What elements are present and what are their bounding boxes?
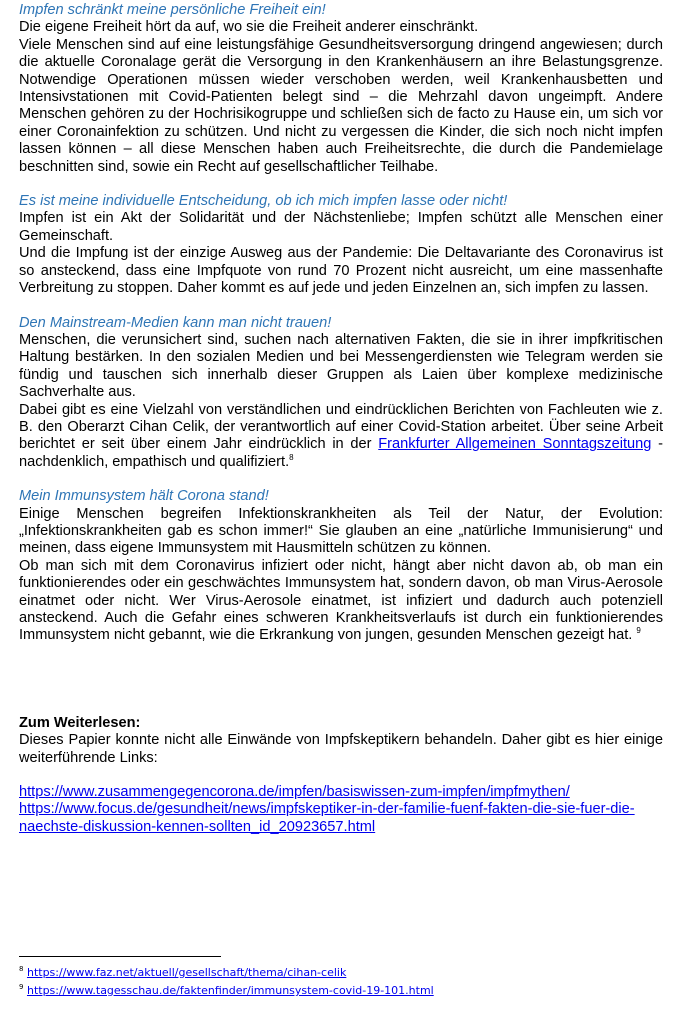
paragraph-text: Ob man sich mit dem Coronavirus infiziert oder nicht, hängt aber nicht davon ab, ob man ein funktionierendes oder ein geschwächtes Immunsystem hat, sondern davon, ob man Virus-Aerosole einatmet oder nicht. Wer Virus-Aerosole einatmet, ist infiziert und dadurch auch potenziell ansteckend. Auch die Gefahr eines schweren Krankheitsverlaufs ist durch ein funktionierendes Immunsystem nicht gebannt, wie die Erkrankung von jungen, gesunden Menschen gezeigt hat.	[19, 557, 663, 644]
paragraph: Impfen ist ein Akt der Solidarität und der Nächstenliebe; Impfen schützt alle Menschen einer Gemeinschaft.	[19, 210, 663, 244]
paragraph	[19, 558, 663, 645]
section-mainstream-media	[19, 315, 663, 472]
paragraph: Und die Impfung ist der einzige Ausweg aus der Pandemie: Die Deltavariante des Coronavirus ist so ansteckend, dass eine Impfquote von rund 70 Prozent nicht ausreicht, um eine massenhafte Verbreitung zu stoppen. Daher kommt es auf jede und jeden Einzelnen an, sich impfen zu lassen.	[19, 245, 663, 297]
footnote-item	[19, 964, 679, 982]
paragraph: Die eigene Freiheit hört da auf, wo sie die Freiheit anderer einschränkt.	[19, 19, 479, 36]
footnote-number: 8	[19, 965, 24, 973]
section-heading: Es ist meine individuelle Entscheidung, ob ich mich impfen lasse oder nicht!	[19, 193, 508, 210]
section-heading: Impfen schränkt meine persönliche Freiheit ein!	[19, 2, 326, 18]
footnote-ref[interactable]: 9	[636, 626, 641, 636]
paragraph: Menschen, die verunsichert sind, suchen nach alternativen Fakten, die sie in ihrer impfkritischen Haltung bestärken. In den sozialen Medien und bei Messengerdiensten wie Telegram werden sie fündig und tauschen sich innerhalb dieser Gruppen als Laien über komplexe medizinische Sachverhalte aus.	[19, 331, 663, 401]
paragraph-text: Dabei gibt es eine Vielzahl von verständlichen und eindrücklichen Berichten von Fachleuten wie z. B. den Oberarzt Cihan Celik, der verantwortlich auf einer Covid-Station arbeitet. Über seine Arbeit berichtet er seit über einem Jahr eindrücklich in der	[19, 401, 663, 453]
footnote-link[interactable]: https://www.tagesschau.de/faktenfinder/immunsystem-covid-19-101.html	[26, 984, 434, 997]
footnote-ref[interactable]: 8	[289, 452, 294, 462]
further-reading-intro: Dieses Papier konnte nicht alle Einwände von Impfskeptikern behandeln. Daher gibt es hier einige weiterführende Links:	[19, 732, 663, 766]
further-reading-link[interactable]: https://www.zusammengegencorona.de/impfen/basiswissen-zum-impfen/impfmythen/	[19, 784, 570, 801]
paragraph: Einige Menschen begreifen Infektionskrankheiten als Teil der Natur, der Evolution: „Infektionskrankheiten gab es schon immer!“ Sie glauben an eine „natürliche Immunisierung“ und meinen, dass eigene Immunsystem mit Hausmitteln schützen zu können.	[19, 505, 663, 557]
section-heading: Den Mainstream-Medien kann man nicht trauen!	[19, 314, 332, 331]
footnote-link[interactable]: https://www.faz.net/aktuell/gesellschaft/thema/cihan-celik	[26, 966, 347, 979]
section-individual-decision	[19, 193, 663, 297]
footnote-number: 9	[19, 983, 24, 991]
paragraph	[19, 402, 663, 472]
further-reading-link[interactable]: https://www.focus.de/gesundheit/news/impfskeptiker-in-der-familie-fuenf-fakten-die-sie-fuer-die-naechste-diskussion-kennen-sollten_id_20923657.html	[19, 801, 635, 835]
further-reading	[19, 715, 663, 836]
paragraph: Viele Menschen sind auf eine leistungsfähige Gesundheitsversorgung dringend angewiesen; durch die aktuelle Coronalage gerät die Versorgung in den Krankenhäusern an ihre Belastungsgrenze. Notwendige Operationen müssen wieder verschoben werden, weil Krankenhausbetten und Intensivstationen mit Covid-Patienten belegt sind – die Mehrzahl davon ungeimpft. Andere Menschen gehören zu der Hochrisikogruppe und schließen sich de facto zu Hause ein, um sich vor einer Coronainfektion zu schützen. Und nicht zu vergessen die Kinder, die sich noch nicht impfen lassen können – all diese Menschen haben auch Freiheitsrechte, die durch die Pandemielage beschnitten sind, sowie ein Recht auf gesellschaftlicher Teilhabe.	[19, 36, 663, 175]
further-reading-title: Zum Weiterlesen:	[19, 714, 141, 731]
section-immune-system	[19, 488, 663, 645]
section-heading: Mein Immunsystem hält Corona stand!	[19, 488, 269, 505]
footnote-separator	[19, 956, 221, 957]
document-body	[19, 2, 663, 836]
faz-link[interactable]: Frankfurter Allgemeinen Sonntagszeitung	[378, 436, 652, 453]
paragraph-text: - nachdenklich, empathisch und qualifiziert.	[19, 436, 663, 470]
footnotes	[19, 964, 679, 1000]
footnote-item	[19, 982, 679, 1000]
section-freedom	[19, 2, 663, 176]
